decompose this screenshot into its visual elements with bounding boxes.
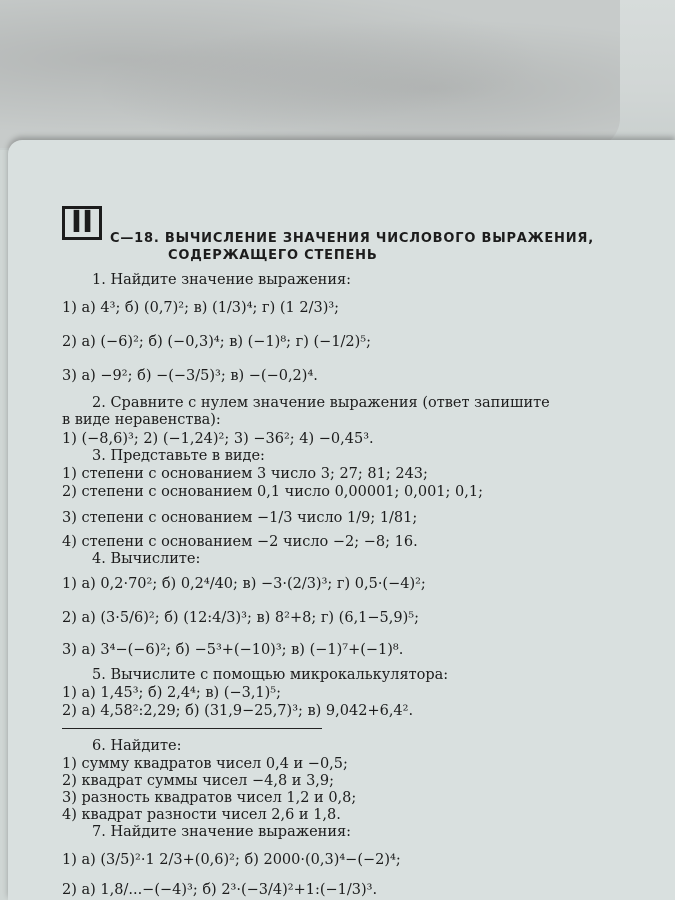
task-5-row-1: 1) а) 1,45³; б) 2,4⁴; в) (−3,1)⁵; [62,685,282,701]
task-1-row-2: 2) а) (−6)²; б) (−0,3)⁴; в) (−1)⁸; г) (−1/2)⁵; [62,334,372,350]
divider [62,728,322,729]
task-5-heading: 5. Вычислите с помощью микрокалькулятора: [92,667,449,683]
task-6-heading: 6. Найдите: [92,738,182,754]
task-4-heading: 4. Вычислите: [92,551,201,567]
task-6-row-4: 4) квадрат разности чисел 2,6 и 1,8. [62,807,341,823]
task-4-row-2: 2) а) (3·5/6)²; б) (12:4/3)³; в) 8²+8; г) (6,1−5,9)⁵; [62,610,419,626]
task-6-row-1: 1) сумму квадратов чисел 0,4 и −0,5; [62,756,348,772]
task-7-row-2: 2) а) 1,8/...−(−4)³; б) 2³·(−3/4)²+1:(−1/3)³. [62,882,378,898]
task-3-row-2: 2) степени с основанием 0,1 число 0,00001; 0,001; 0,1; [62,484,483,500]
task-2-row: 1) (−8,6)³; 2) (−1,24)²; 3) −36²; 4) −0,45³. [62,431,374,447]
task-4-row-3: 3) а) 3⁴−(−6)²; б) −5³+(−10)³; в) (−1)⁷+(−1)⁸. [62,642,404,658]
task-1-row-1: 1) а) 4³; б) (0,7)²; в) (1/3)⁴; г) (1 2/3)³; [62,300,340,316]
task-3-row-4: 4) степени с основанием −2 число −2; −8; 16. [62,534,418,550]
task-2-heading-cont: в виде неравенства): [62,412,221,428]
task-4-row-1: 1) а) 0,2·70²; б) 0,2⁴/40; в) −3·(2/3)³; г) 0,5·(−4)²; [62,576,426,592]
title-line-1: С—18. ВЫЧИСЛЕНИЕ ЗНАЧЕНИЯ ЧИСЛОВОГО ВЫРАЖЕНИЯ, [110,231,594,246]
task-7-heading: 7. Найдите значение выражения: [92,824,352,840]
task-7-row-1: 1) а) (3/5)²·1 2/3+(0,6)²; б) 2000·(0,3)⁴−(−2)⁴; [62,852,401,868]
task-1-row-3: 3) а) −9²; б) −(−3/5)³; в) −(−0,2)⁴. [62,368,318,384]
section-title [110,230,610,264]
task-3-row-3: 3) степени с основанием −1/3 число 1/9; 1/81; [62,510,418,526]
task-6-row-2: 2) квадрат суммы чисел −4,8 и 3,9; [62,773,335,789]
task-1-heading: 1. Найдите значение выражения: [92,272,352,288]
task-3-row-1: 1) степени с основанием 3 число 3; 27; 81; 243; [62,466,428,482]
task-6-row-3: 3) разность квадратов чисел 1,2 и 0,8; [62,790,357,806]
task-3-heading: 3. Представьте в виде: [92,448,265,464]
task-5-row-2: 2) а) 4,58²:2,29; б) (31,9−25,7)³; в) 9,042+6,4². [62,703,414,719]
title-line-2: СОДЕРЖАЩЕГО СТЕПЕНЬ [168,248,378,263]
task-2-heading: 2. Сравните с нулем значение выражения (ответ запишите [92,395,550,411]
previous-page-edge [0,0,620,148]
section-mark: II [62,206,102,240]
